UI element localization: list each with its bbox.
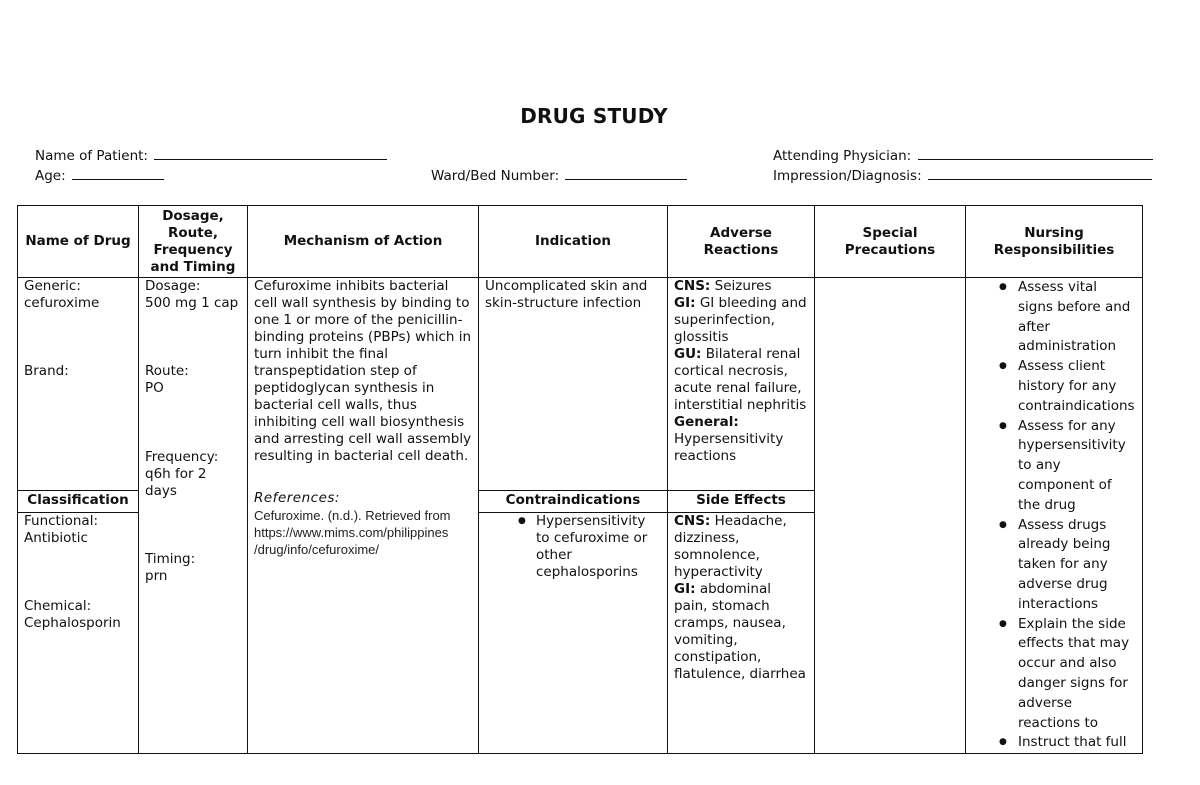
col-header-dosage-line: Route, — [167, 224, 219, 241]
list-item: ● Assess client history for any contraindications — [972, 357, 1136, 416]
adverse-gu-label: GU: — [674, 346, 702, 362]
special-precautions-cell — [815, 278, 966, 754]
name-of-drug-cell — [18, 278, 139, 491]
mechanism-text: Cefuroxime inhibits bacterial cell wall synthesis by binding to one 1 or more of the penicillin-binding proteins (PBPs) which in turn inhibit the final transpeptidation step of peptidoglycan synthesis in bacterial cell walls, thus inhibiting cell wall biosynthesis and arresting cell wall assembly resulting in bacterial cell death. — [254, 278, 472, 464]
col-header-special-precautions: Special Precautions — [815, 206, 966, 278]
adverse-cns-label: CNS: — [674, 278, 711, 294]
reference-url[interactable]: https://www.mims.com/philippines — [254, 525, 449, 540]
side-effects-cns — [674, 513, 808, 581]
brand-label: Brand: — [24, 363, 69, 379]
adverse-general-text: Hypersensitivity reactions — [674, 431, 784, 464]
generic-label: Generic: — [24, 278, 81, 294]
chemical-value: Cephalosporin — [24, 614, 121, 631]
col-header-dosage-line: and Timing — [150, 258, 236, 275]
chemical-label: Chemical: — [24, 597, 92, 614]
references-label: References: — [254, 490, 340, 506]
indication-cell — [479, 278, 668, 491]
col-header-dosage-line: Frequency — [153, 241, 233, 258]
list-item: ● Hypersensitivity to cefuroxime or other cephalosporins — [485, 513, 661, 581]
dosage-value: 500 mg 1 cap — [145, 295, 239, 311]
col-header-adverse-reactions: Adverse Reactions — [668, 206, 815, 278]
nursing-list — [972, 278, 1136, 753]
adverse-general-label: General: — [674, 414, 739, 430]
side-effects-header: Side Effects — [668, 491, 815, 513]
classification-cell — [18, 512, 139, 753]
col-header-dosage-line: Dosage, — [162, 207, 224, 224]
adverse-reactions-cell — [668, 278, 815, 491]
list-item: ● Instruct that full — [972, 733, 1136, 753]
adverse-gi-label: GI: — [674, 295, 696, 311]
age-blank[interactable] — [72, 167, 164, 180]
functional-value: Antibiotic — [24, 529, 88, 546]
table-row-upper — [18, 278, 1143, 491]
route-label: Route: — [145, 363, 189, 379]
reference-url[interactable]: /drug/info/cefuroxime/ — [254, 542, 380, 557]
generic-name: cefuroxime — [24, 295, 100, 311]
side-effects-cell — [668, 512, 815, 753]
side-effects-gi-label: GI: — [674, 580, 696, 597]
side-effects-gi — [674, 581, 808, 683]
list-item: ● Assess drugs already being taken for any adverse drug interactions — [972, 516, 1136, 615]
attending-physician-field[interactable] — [773, 147, 1153, 165]
patient-name-label: Name of Patient: — [35, 148, 148, 164]
timing-value: prn — [145, 568, 168, 584]
contraindications-header: Contraindications — [479, 491, 668, 513]
functional-label: Functional: — [24, 512, 98, 529]
frequency-value: q6h for 2 days — [145, 466, 207, 499]
age-field[interactable] — [35, 167, 164, 185]
attending-physician-blank[interactable] — [918, 147, 1153, 160]
impression-diagnosis-label: Impression/Diagnosis: — [773, 168, 922, 184]
adverse-gi — [674, 295, 808, 346]
list-item: ● Assess vital signs before and after administration — [972, 278, 1136, 357]
ward-bed-label: Ward/Bed Number: — [431, 168, 560, 184]
contraindications-cell — [479, 512, 668, 753]
document-title: DRUG STUDY — [520, 104, 668, 128]
dosage-label: Dosage: — [145, 278, 201, 294]
side-effects-gi-text: abdominal pain, stomach cramps, nausea, vomiting, constipation, flatulence, diarrhea — [674, 580, 806, 682]
nursing-responsibilities-cell — [966, 278, 1143, 754]
ward-bed-field[interactable] — [431, 167, 687, 185]
classification-header: Classification — [18, 491, 139, 513]
col-header-name-of-drug: Name of Drug — [18, 206, 139, 278]
col-header-nursing-responsibilities: Nursing Responsibilities — [966, 206, 1143, 278]
drug-study-table — [17, 205, 1143, 754]
impression-diagnosis-blank[interactable] — [928, 167, 1152, 180]
dosage-cell — [139, 278, 248, 754]
side-effects-cns-label: CNS: — [674, 512, 711, 529]
route-value: PO — [145, 380, 164, 396]
impression-diagnosis-field[interactable] — [773, 167, 1152, 185]
adverse-gi-text: GI bleeding and superinfection, glossitis — [674, 295, 807, 345]
indication-text: Uncomplicated skin and skin-structure infection — [485, 278, 648, 311]
age-label: Age: — [35, 168, 66, 184]
list-item: ● Assess for any hypersensitivity to any component of the drug — [972, 417, 1136, 516]
mechanism-cell — [248, 278, 479, 754]
attending-physician-label: Attending Physician: — [773, 148, 912, 164]
patient-name-field[interactable] — [35, 147, 387, 165]
adverse-gu — [674, 346, 808, 414]
col-header-dosage — [139, 206, 248, 278]
ward-bed-blank[interactable] — [565, 167, 687, 180]
col-header-mechanism: Mechanism of Action — [248, 206, 479, 278]
adverse-cns-text: Seizures — [714, 278, 772, 294]
timing-label: Timing: — [145, 551, 196, 567]
patient-name-blank[interactable] — [154, 147, 387, 160]
reference-text: Cefuroxime. (n.d.). Retrieved from — [254, 508, 451, 523]
contraindications-list — [485, 513, 661, 581]
frequency-label: Frequency: — [145, 449, 219, 465]
col-header-indication: Indication — [479, 206, 668, 278]
list-item: ● Explain the side effects that may occur and also danger signs for adverse reactions to — [972, 615, 1136, 734]
table-header-row — [18, 206, 1143, 278]
side-effects-cns-text: Headache, dizziness, somnolence, hyperactivity — [674, 512, 787, 580]
adverse-cns — [674, 278, 808, 295]
adverse-gu-text: Bilateral renal cortical necrosis, acute renal failure, interstitial nephritis — [674, 346, 807, 413]
